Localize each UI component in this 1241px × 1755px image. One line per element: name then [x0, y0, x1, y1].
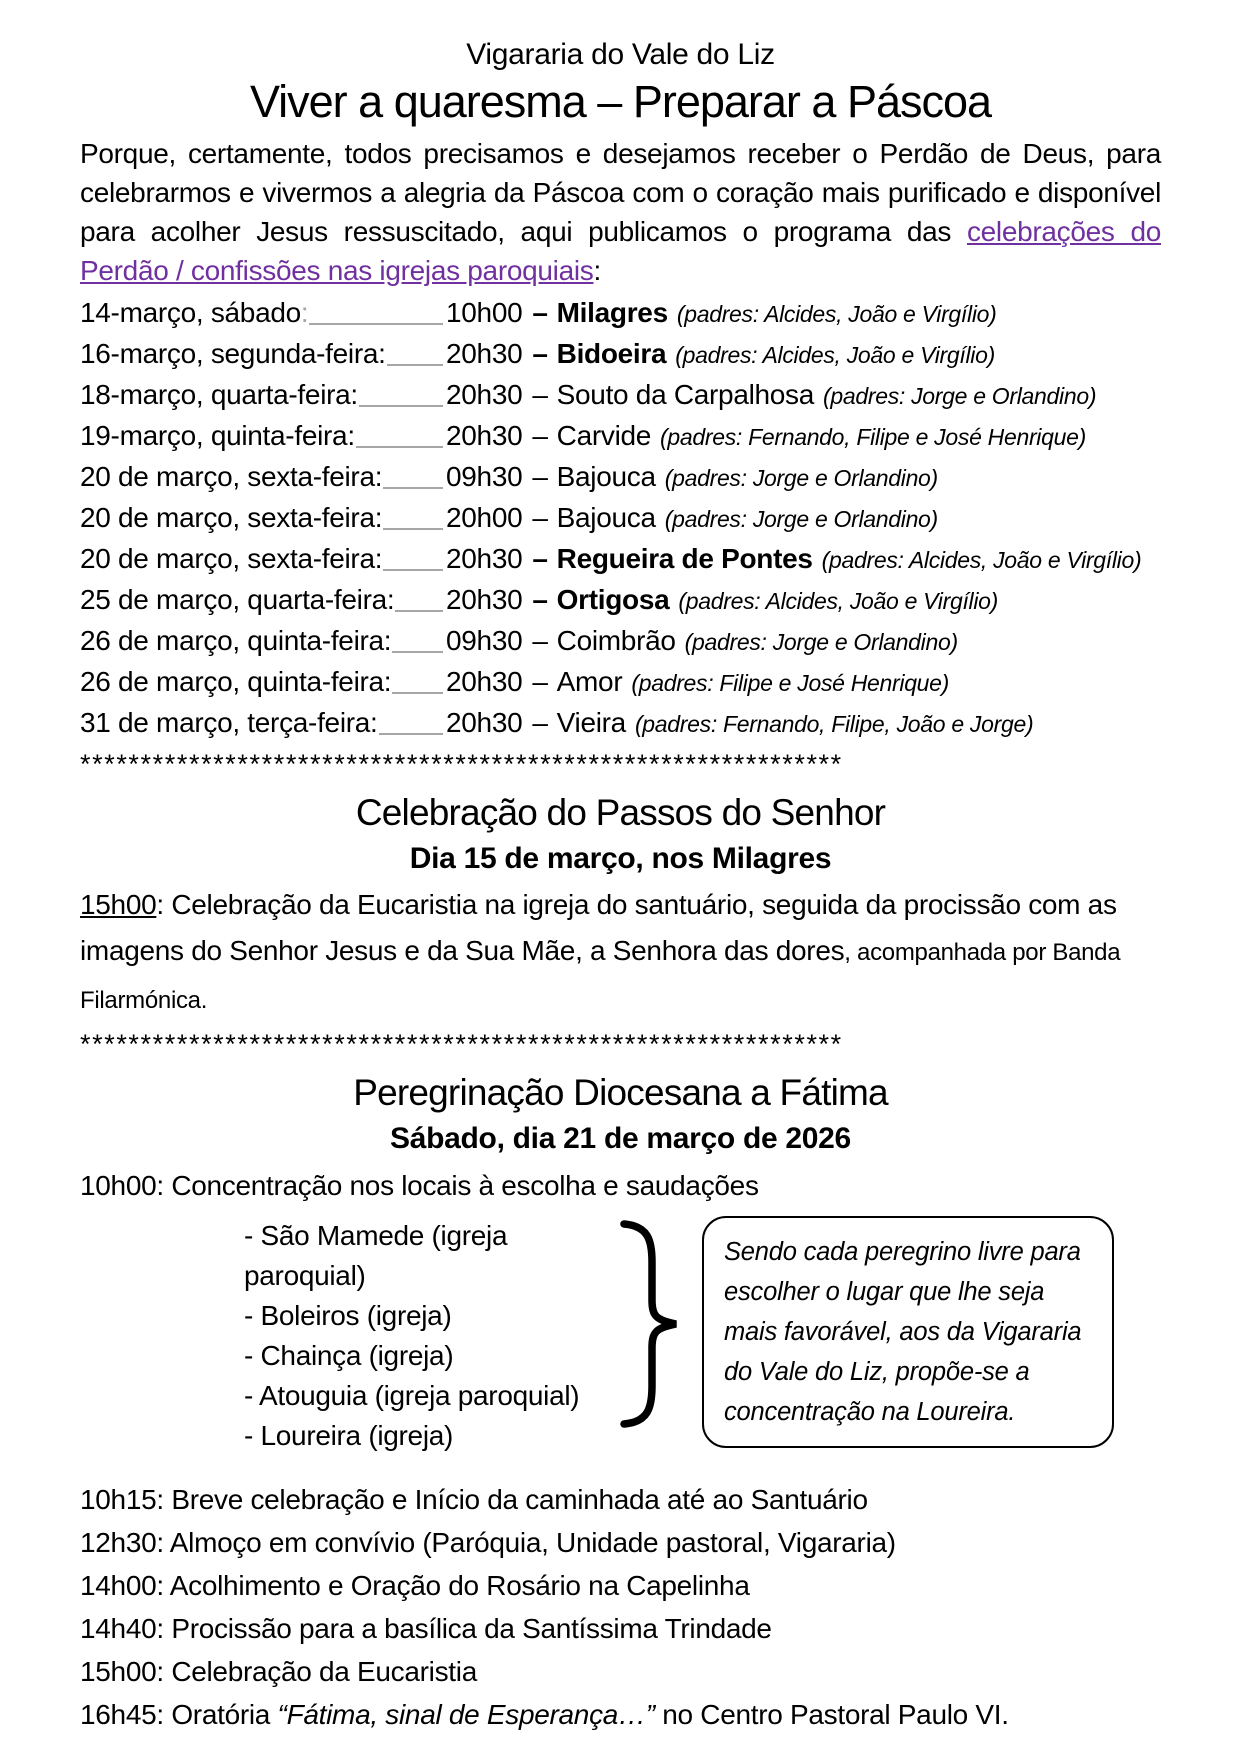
schedule-date: 16-março, segunda-feira: [80, 338, 379, 369]
dash: –: [532, 461, 548, 492]
leader-line: [392, 621, 443, 653]
dash: –: [532, 625, 548, 656]
intro-paragraph: [80, 134, 1161, 290]
schedule-date: 14-março, sábado: [80, 297, 301, 328]
leader-line: [356, 416, 443, 448]
agenda-item: 14h40: Procissão para a basílica da Santíssima Trindade: [80, 1613, 772, 1644]
colon: :: [300, 297, 309, 328]
agenda-last-suffix: no Centro Pastoral Paulo VI.: [654, 1699, 1009, 1730]
schedule-place: Carvide: [556, 420, 652, 451]
schedule-date: 25 de março, quarta-feira: [80, 584, 387, 615]
schedule-place: Amor: [556, 666, 623, 697]
schedule-row: [80, 334, 1161, 375]
dash: –: [532, 338, 548, 369]
schedule-row: [80, 703, 1161, 744]
schedule-priests: (padres: Filipe e José Henrique): [631, 670, 950, 696]
leader-line: [383, 539, 443, 571]
schedule-time: 20h30: [446, 420, 523, 451]
leader-line: [395, 580, 443, 612]
asterisk-separator: ***************************************************************: [80, 749, 843, 779]
leader-line: [387, 334, 443, 366]
schedule-time: 20h30: [446, 584, 523, 615]
schedule-time: 10h00: [446, 297, 523, 328]
locations-block: [244, 1216, 1161, 1456]
schedule-row: [80, 293, 1161, 334]
dash: –: [532, 543, 548, 574]
schedule-priests: (padres: Alcides, João e Virgílio): [676, 301, 997, 327]
intro-text-before: Porque, certamente, todos precisamos e desejamos receber o Perdão de Deus, para celebrarmos e vivermos a alegria da Páscoa com o coração mais purificado e disponível para acolher Jesus ressuscitado, aqui publicamos o programa das: [80, 138, 1161, 247]
schedule-priests: (padres: Fernando, Filipe, João e Jorge): [634, 711, 1034, 737]
schedule-row: [80, 539, 1161, 580]
schedule-date: 20 de março, sexta-feira: [80, 502, 375, 533]
schedule-date: 18-março, quarta-feira: [80, 379, 351, 410]
schedule-date: 26 de março, quinta-feira: [80, 666, 384, 697]
leader-line: [392, 662, 443, 694]
agenda-item: 14h00: Acolhimento e Oração do Rosário na Capelinha: [80, 1570, 750, 1601]
fatima-title: Peregrinação Diocesana a Fátima: [353, 1072, 888, 1113]
schedule-priests: (padres: Jorge e Orlandino): [664, 465, 938, 491]
fatima-first-line: 10h00: Concentração nos locais à escolha e saudações: [80, 1170, 759, 1201]
schedule-row: [80, 375, 1161, 416]
intro-text-after: :: [593, 255, 601, 286]
schedule-place: Milagres: [556, 297, 668, 328]
schedule-priests: (padres: Alcides, João e Virgílio): [675, 342, 995, 368]
schedule-time: 20h30: [446, 338, 523, 369]
schedule-date: 31 de março, terça-feira: [80, 707, 371, 738]
schedule-place: Bajouca: [556, 461, 656, 492]
passos-time: 15h00: [80, 889, 157, 920]
leader-line: [309, 293, 443, 325]
dash: –: [532, 584, 548, 615]
schedule-time: 20h30: [446, 666, 523, 697]
colon: :: [386, 584, 395, 615]
page-title: Viver a quaresma – Preparar a Páscoa: [249, 76, 992, 127]
schedule-date: 20 de março, sexta-feira: [80, 543, 375, 574]
pilgrim-note-text: Sendo cada peregrino livre para escolher o lugar que lhe seja mais favorável, aos da Vigararia do Vale do Liz, propõe-se a concentração na Loureira.: [724, 1238, 1082, 1426]
colon: :: [383, 666, 392, 697]
agenda-item: 12h30: Almoço em convívio (Paróquia, Unidade pastoral, Vigararia): [80, 1527, 896, 1558]
schedule-place: Vieira: [556, 707, 626, 738]
schedule-row: [80, 580, 1161, 621]
schedule-place: Souto da Carpalhosa: [556, 379, 815, 410]
schedule-time: 20h00: [446, 502, 523, 533]
schedule-time: 20h30: [446, 543, 523, 574]
schedule-priests: (padres: Jorge e Orlandino): [684, 629, 958, 655]
dash: –: [532, 666, 548, 697]
dash: –: [532, 502, 548, 533]
colon: :: [378, 338, 386, 369]
schedule-time: 20h30: [446, 379, 523, 410]
confessions-link[interactable]: celebrações do Perdão / confissões nas igrejas paroquiais: [80, 216, 1161, 286]
location-item: - Atouguia (igreja paroquial): [244, 1380, 580, 1411]
schedule-priests: (padres: Jorge e Orlandino): [664, 506, 938, 532]
schedule-place: Ortigosa: [556, 584, 670, 615]
fatima-subtitle: Sábado, dia 21 de março de 2026: [390, 1122, 851, 1155]
schedule-date: 19-março, quinta-feira: [80, 420, 348, 451]
colon: :: [374, 502, 383, 533]
confession-schedule: [80, 293, 1161, 744]
passos-paragraph: [80, 882, 1161, 1024]
schedule-date: 26 de março, quinta-feira: [80, 625, 384, 656]
schedule-place: Bajouca: [556, 502, 656, 533]
fatima-agenda: [80, 1478, 1161, 1736]
schedule-place: Coimbrão: [556, 625, 676, 656]
dash: –: [532, 297, 548, 328]
schedule-time: 09h30: [446, 625, 523, 656]
agenda-item-last: [80, 1693, 1161, 1736]
colon: :: [374, 543, 383, 574]
schedule-row: [80, 498, 1161, 539]
asterisk-separator: ***************************************************************: [80, 1029, 843, 1059]
location-item: - Boleiros (igreja): [244, 1300, 452, 1331]
schedule-row: [80, 662, 1161, 703]
leader-line: [379, 703, 443, 735]
curly-brace-icon: [616, 1218, 692, 1435]
schedule-date: 20 de março, sexta-feira: [80, 461, 375, 492]
schedule-priests: (padres: Fernando, Filipe e José Henrique): [660, 424, 1086, 450]
location-item: - São Mamede (igreja paroquial): [244, 1220, 508, 1291]
passos-body-small: , acompanhada por Banda Filarmónica.: [80, 939, 1121, 1014]
schedule-place: Regueira de Pontes: [556, 543, 813, 574]
colon: :: [370, 707, 378, 738]
location-item: - Chainça (igreja): [244, 1340, 454, 1371]
dash: –: [532, 420, 548, 451]
schedule-row: [80, 416, 1161, 457]
leader-line: [383, 457, 443, 489]
schedule-priests: (padres: Jorge e Orlandino): [823, 383, 1097, 409]
passos-body: : Celebração da Eucaristia na igreja do santuário, seguida da procissão com as imagens do Senhor Jesus e da Sua Mãe, a Senhora das dores: [80, 889, 1117, 966]
agenda-last-prefix: 16h45: Oratória: [80, 1699, 278, 1730]
agenda-item: 10h15: Breve celebração e Início da caminhada até ao Santuário: [80, 1484, 868, 1515]
schedule-row: [80, 457, 1161, 498]
colon: :: [383, 625, 392, 656]
leader-line: [359, 375, 443, 407]
dash: –: [532, 707, 548, 738]
colon: :: [374, 461, 383, 492]
colon: :: [350, 379, 358, 410]
org-title: Vigararia do Vale do Liz: [466, 38, 775, 71]
pilgrim-note-box: [702, 1216, 1114, 1448]
agenda-last-quote: “Fátima, sinal de Esperança…”: [277, 1699, 655, 1730]
dash: –: [532, 379, 548, 410]
schedule-time: 09h30: [446, 461, 523, 492]
agenda-item: 15h00: Celebração da Eucaristia: [80, 1656, 477, 1687]
colon: :: [347, 420, 355, 451]
locations-list: [244, 1216, 616, 1456]
leader-line: [383, 498, 443, 530]
schedule-place: Bidoeira: [556, 338, 667, 369]
passos-subtitle: Dia 15 de março, nos Milagres: [409, 842, 832, 875]
location-item: - Loureira (igreja): [244, 1420, 454, 1451]
schedule-priests: (padres: Alcides, João e Virgílio): [678, 588, 999, 614]
schedule-priests: (padres: Alcides, João e Virgílio): [821, 547, 1142, 573]
schedule-time: 20h30: [446, 707, 523, 738]
passos-title: Celebração do Passos do Senhor: [355, 792, 886, 833]
schedule-row: [80, 621, 1161, 662]
